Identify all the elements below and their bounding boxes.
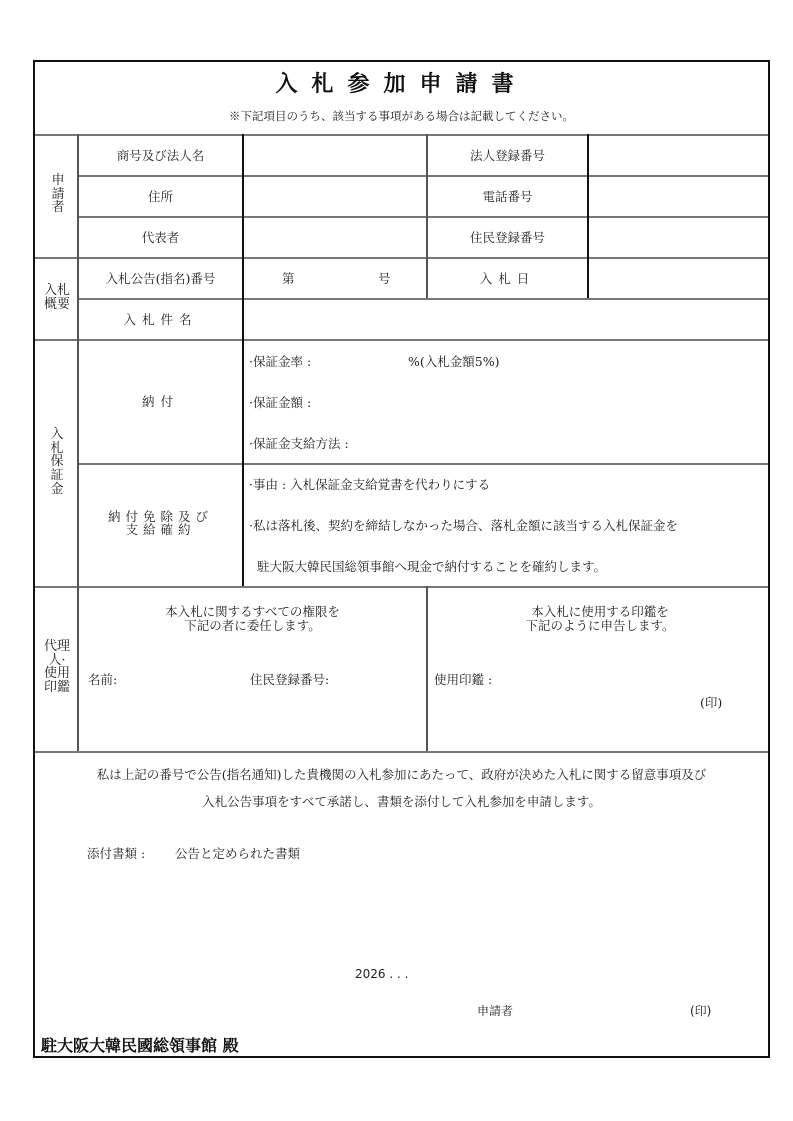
address-label: 住所	[147, 189, 173, 204]
delegation-statement	[79, 605, 426, 633]
delegation-line2: 下記の者に委任します。	[184, 617, 321, 633]
divider	[242, 134, 244, 586]
agent-seal-section-label	[39, 640, 75, 695]
phone-number-label: 電話番号	[482, 189, 533, 204]
seal-declaration-line1: 本入札に使用する印鑑を	[531, 604, 669, 619]
resident-reg-number-label: 住民登録番号	[469, 230, 545, 245]
company-name-label: 商号及び法人名	[116, 148, 205, 163]
notice-number-prefix: 第	[282, 271, 295, 286]
applicant-signature-label: 申請者	[477, 1004, 514, 1018]
seal-mark: (印)	[700, 695, 723, 710]
applicant-section-label: 申 請 者	[51, 173, 65, 216]
attachment-value: 公告と定められた書類	[175, 846, 301, 861]
bond-rate-suffix: %(入札金額5%)	[408, 354, 500, 369]
representative-label: 代表者	[141, 230, 180, 245]
attachment-label: 添付書類 :	[87, 846, 146, 861]
bond-amount-label: ·保証金額 :	[249, 395, 312, 410]
agent-resident-number-label: 住民登録番号:	[250, 672, 330, 687]
bid-application-form	[33, 60, 770, 1058]
agent-seal-label-line2: 人·	[48, 652, 66, 668]
declaration-line-2: 入札公告事項をすべて承諾し、書類を添付して入札参加を申請します。	[202, 794, 601, 809]
divider	[77, 134, 79, 751]
divider	[77, 463, 768, 465]
agent-name-label: 名前:	[88, 672, 118, 687]
bid-bond-section-label: 入 札 保 証 金	[50, 427, 64, 497]
application-date: 2026 . . .	[355, 967, 409, 981]
corporate-reg-number-label: 法人登録番号	[469, 148, 545, 163]
divider	[77, 216, 768, 218]
divider	[35, 586, 768, 588]
bid-date-label: 入札日	[479, 271, 536, 286]
document-title: 入札参加申請書	[275, 72, 528, 97]
bond-payment-method-label: ·保証金支給方法 :	[249, 436, 349, 451]
divider	[77, 298, 768, 300]
divider	[35, 751, 768, 753]
agent-seal-label-line1: 代理	[43, 639, 70, 654]
notice-number-label: 入札公告(指名)番号	[105, 271, 216, 286]
seal-label: 使用印鑑 :	[434, 672, 493, 687]
agent-seal-label-line3: 使用	[43, 666, 70, 682]
seal-declaration-statement	[428, 605, 772, 633]
exemption-label-line2: 支給確約	[125, 522, 196, 538]
notice-number-suffix: 号	[378, 271, 391, 286]
seal-declaration-line2: 下記のように申告します。	[525, 617, 675, 633]
addressee: 駐大阪大韓民國総領事館 殿	[41, 1036, 239, 1055]
agent-seal-label-line4: 印鑑	[43, 679, 70, 695]
bond-rate-label: ·保証金率 :	[249, 354, 312, 369]
divider	[35, 257, 768, 259]
exemption-reason: ·事由 : 入札保証金支給覚書を代わりにする	[249, 477, 491, 492]
divider	[587, 134, 589, 298]
divider	[35, 134, 768, 136]
exemption-label-line1: 納付免除及び	[107, 509, 213, 524]
divider	[77, 175, 768, 177]
bid-name-label: 入札件名	[123, 312, 198, 327]
exemption-label	[79, 510, 242, 536]
divider	[35, 339, 768, 341]
declaration-line-1: 私は上記の番号で公告(指名通知)した貴機関の入札参加にあたって、政府が決めた入札に関する留意事項及び	[96, 767, 707, 782]
payment-label: 納付	[141, 394, 179, 409]
instruction-note: ※下記項目のうち、該当する事項がある場合は記載してください。	[229, 109, 574, 123]
applicant-seal-mark: (印)	[690, 1004, 712, 1018]
bid-overview-section-label: 入札 概要	[43, 283, 70, 312]
pledge-line-2: 駐大阪大韓民国総領事館へ現金で納付することを確約します。	[257, 559, 607, 574]
pledge-line-1: ·私は落札後、契約を締結しなかった場合、落札金額に該当する入札保証金を	[249, 518, 678, 533]
delegation-line1: 本入札に関するすべての権限を	[165, 604, 340, 619]
